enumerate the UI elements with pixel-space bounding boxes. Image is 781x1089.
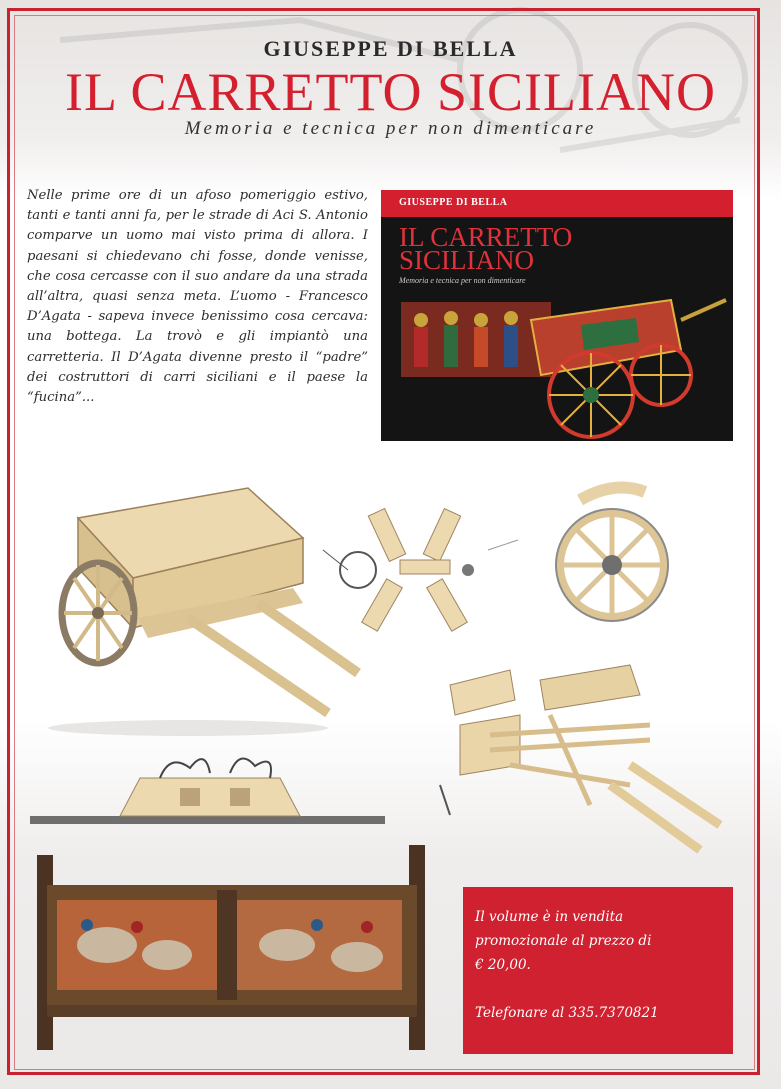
page-title: IL CARRETTO SICILIANO (65, 62, 716, 122)
page-subtitle: Memoria e tecnica per non dimenticare (184, 118, 597, 139)
price-box (463, 887, 733, 1054)
cover-painted-cart-image (381, 280, 733, 441)
axle-illustration (30, 748, 390, 838)
cover-title-line2: SICILIANO (399, 245, 534, 275)
author-name: GIUSEPPE DI BELLA (263, 36, 518, 61)
painted-side-panel (17, 845, 447, 1055)
cover-subtitle: Memoria e tecnica per non dimenticare (399, 276, 526, 285)
cover-title-line1: IL CARRETTO (399, 222, 573, 252)
book-cover (381, 190, 733, 441)
cover-author: GIUSEPPE DI BELLA (399, 197, 508, 208)
price-text (475, 905, 725, 977)
cover-title (399, 222, 599, 275)
price-line-2: promozionale al prezzo di (475, 933, 652, 949)
exploded-wheel-diagram (318, 500, 538, 650)
phone-text: Telefonare al 335.7370821 (475, 1005, 659, 1021)
price-value: € 20,00. (475, 957, 531, 973)
exploded-cart-body-diagram (430, 655, 730, 865)
wheel-illustration (550, 480, 680, 630)
intro-paragraph: Nelle prime ore di un afoso pomeriggio estivo, tanti e tanti anni fa, per le strade di Aci S. Antonio comparve un uomo mai visto prima di allora. I paesani si chiedevano chi fosse, donde venisse, che cosa cercasse con il suo andare da una strada all’altra, quasi senza meta. L’uomo - Francesco D’Agata - sapeva invece benissimo cosa cercava: una bottega. La trovò e gli impiantò una carretteria. Il D’Agata divenne presto il “padre” dei costruttori di carri siciliani e il paese la “fucina”... (27, 188, 368, 406)
price-line-1: Il volume è in vendita (475, 909, 624, 925)
